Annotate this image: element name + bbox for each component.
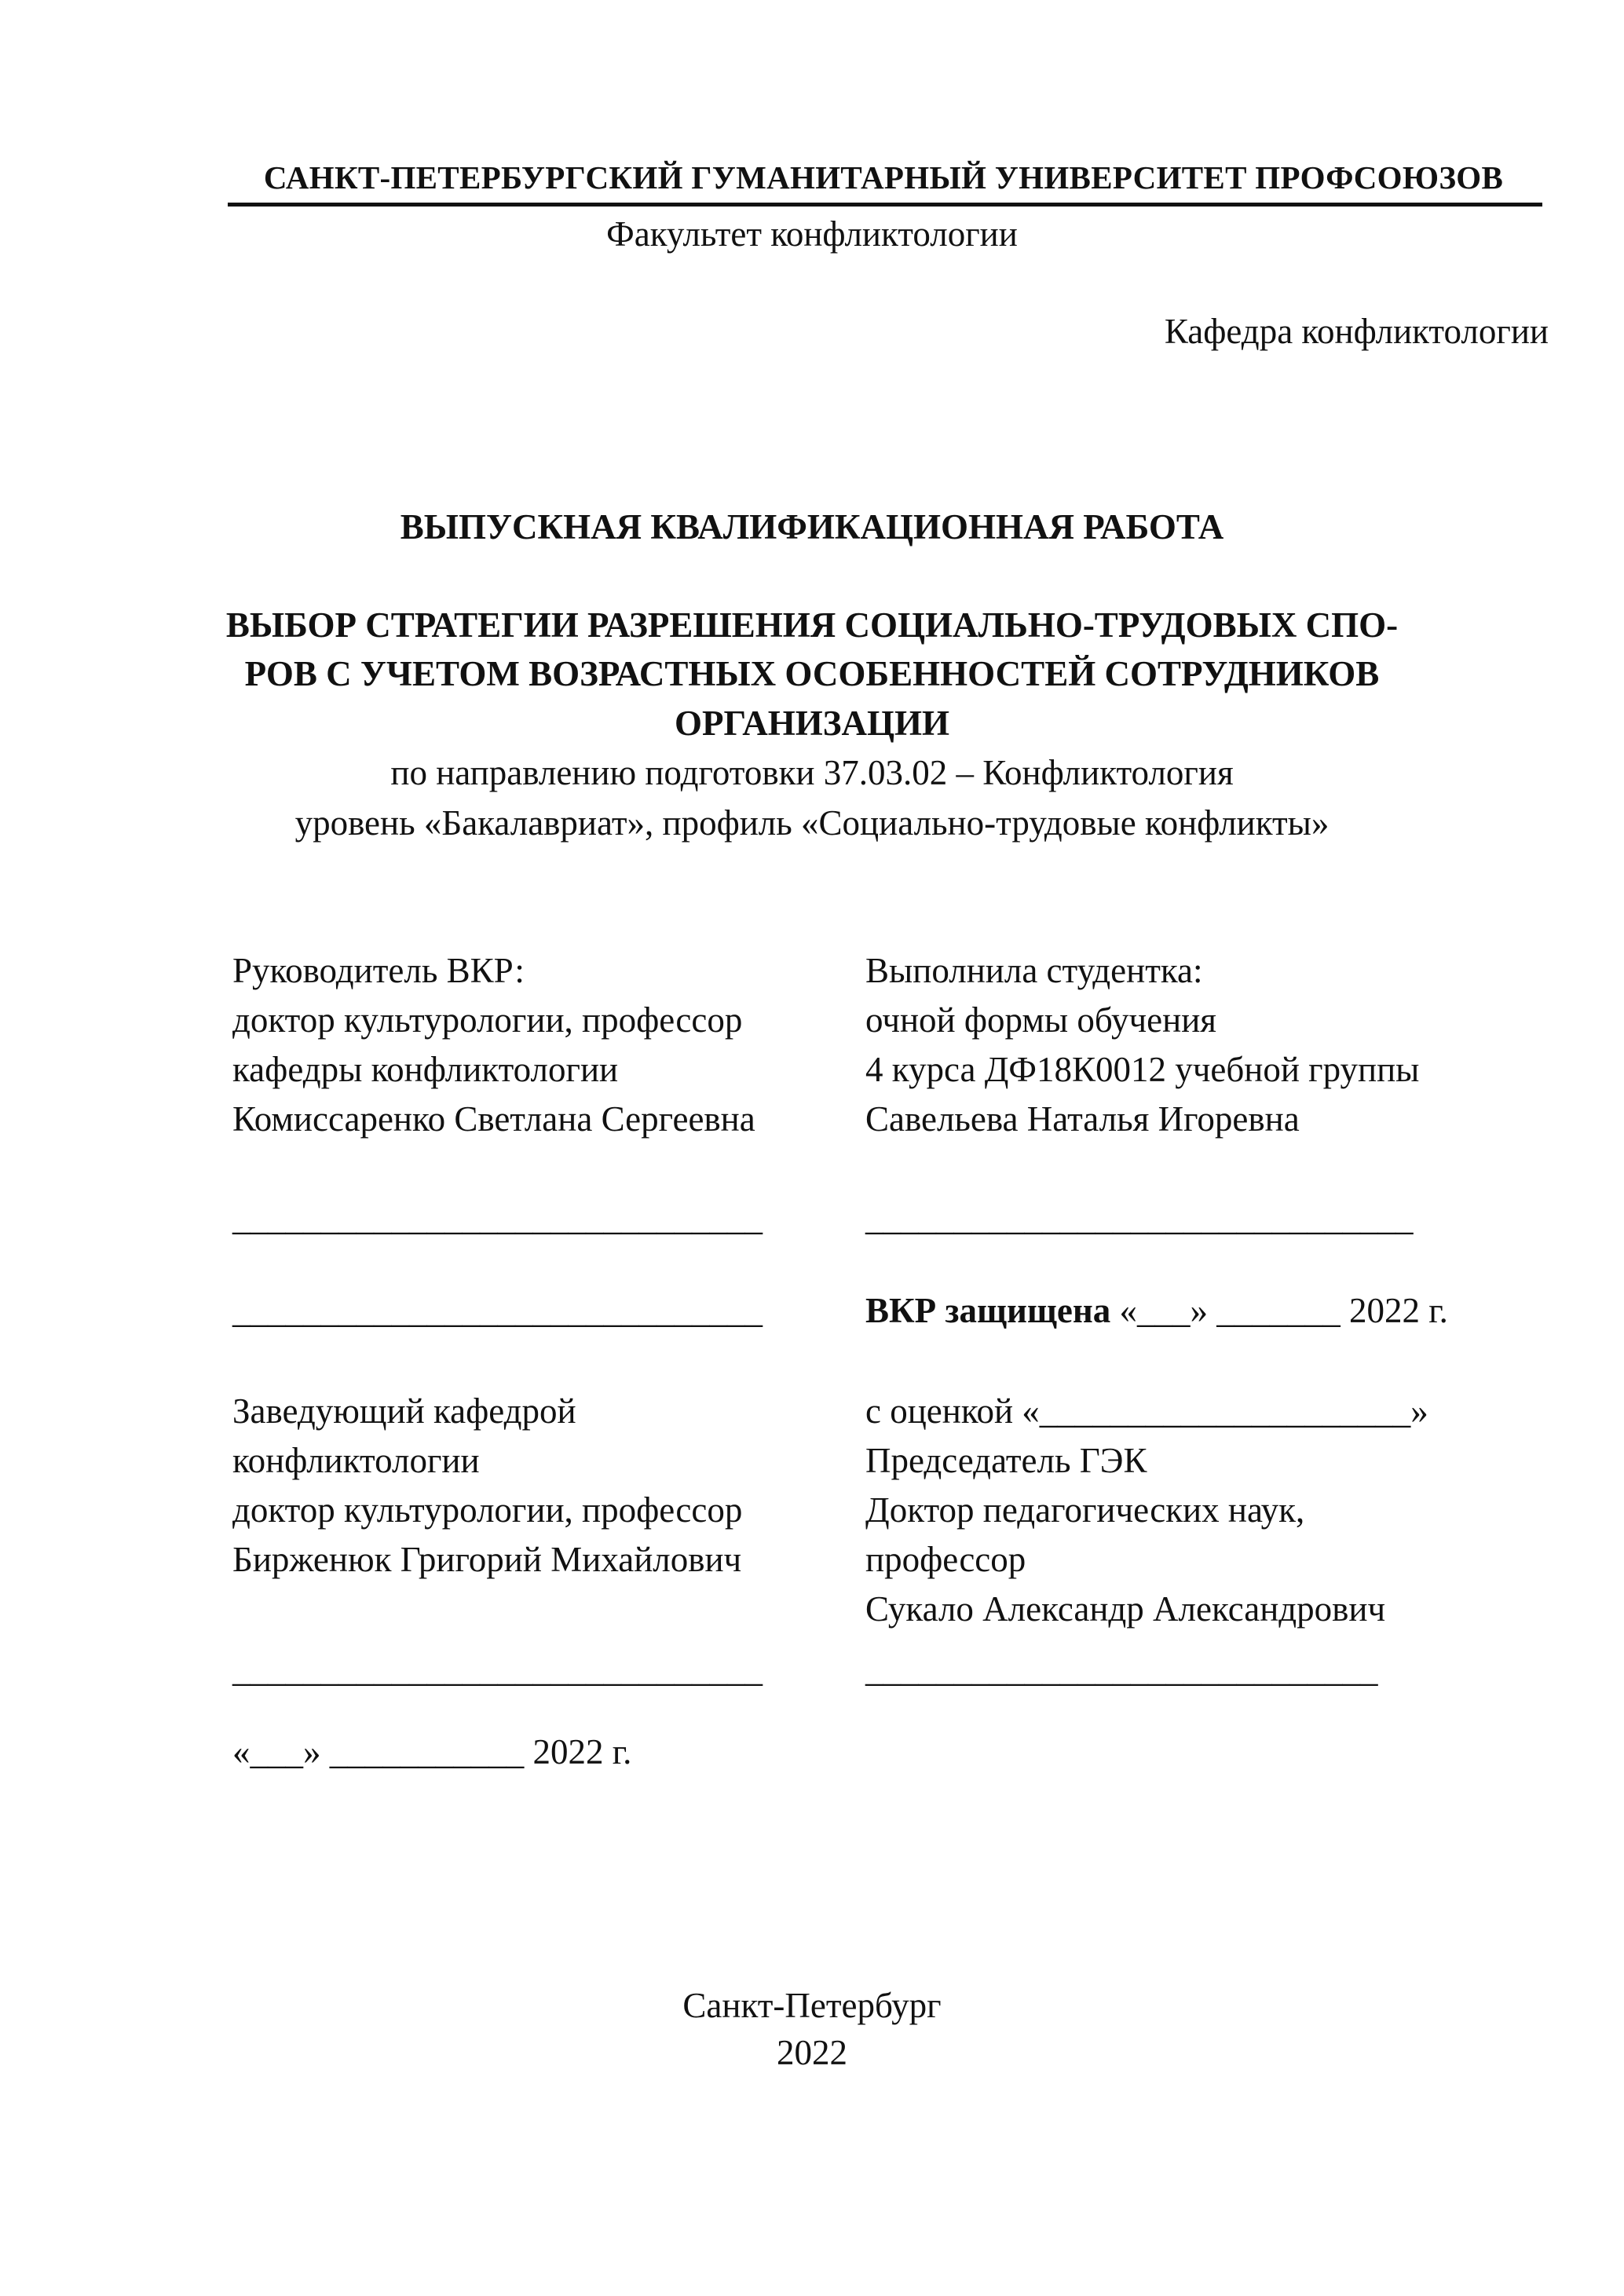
defense-label: ВКР защищена	[865, 1291, 1111, 1330]
chair-name: Сукало Александр Александрович	[865, 1589, 1386, 1629]
supervisor-name: Комиссаренко Светлана Сергеевна	[232, 1099, 755, 1139]
chair-signature-line: _____________________________	[865, 1650, 1378, 1689]
student-signature-line: _______________________________	[865, 1198, 1414, 1238]
work-title-line-3: ОРГАНИЗАЦИИ	[675, 704, 949, 743]
chair-title: профессор	[865, 1540, 1026, 1579]
head-of-department-block	[232, 1387, 742, 1585]
grade-line: с оценкой «_____________________»	[865, 1391, 1428, 1431]
student-block	[865, 946, 1419, 1144]
work-title-line-1: ВЫБОР СТРАТЕГИИ РАЗРЕШЕНИЯ СОЦИАЛЬНО-ТРУДОВЫХ СПО-	[225, 605, 1399, 645]
footer-city: Санкт-Петербург	[682, 1986, 942, 2025]
header-rule	[228, 203, 1542, 207]
defense-date: «___» _______ 2022 г.	[1110, 1291, 1448, 1330]
supervisor-department: кафедры конфликтологии	[232, 1050, 619, 1089]
university-name: САНКТ-ПЕТЕРБУРГСКИЙ ГУМАНИТАРНЫЙ УНИВЕРСИТЕТ ПРОФСОЮЗОВ	[263, 159, 1504, 196]
commission-chair-block	[865, 1387, 1428, 1634]
footer-year: 2022	[777, 2033, 847, 2072]
blank-signature-line: ______________________________	[232, 1291, 763, 1330]
supervisor-label: Руководитель ВКР:	[232, 951, 525, 990]
supervisor-signature-line: ______________________________	[232, 1198, 763, 1238]
chair-degree: Доктор педагогических наук,	[865, 1490, 1305, 1530]
student-label: Выполнила студентка:	[865, 951, 1203, 990]
student-group: 4 курса ДФ18К0012 учебной группы	[865, 1050, 1420, 1089]
supervisor-block	[232, 946, 755, 1144]
student-study-form: очной формы обучения	[865, 1000, 1216, 1040]
head-label: Заведующий кафедрой	[232, 1391, 576, 1431]
chair-label: Председатель ГЭК	[865, 1441, 1147, 1480]
head-signature-line: ______________________________	[232, 1650, 763, 1689]
work-title-line-2: РОВ С УЧЕТОМ ВОЗРАСТНЫХ ОСОБЕННОСТЕЙ СОТРУДНИКОВ	[244, 654, 1380, 693]
study-direction: по направлению подготовки 37.03.02 – Конфликтология	[390, 753, 1234, 792]
defense-status	[865, 1290, 1448, 1331]
date-line: «___» ___________ 2022 г.	[232, 1732, 632, 1771]
head-department: конфликтологии	[232, 1441, 480, 1480]
supervisor-degree: доктор культурологии, профессор	[232, 1000, 743, 1040]
head-name: Бирженюк Григорий Михайлович	[232, 1540, 742, 1579]
work-type: ВЫПУСКНАЯ КВАЛИФИКАЦИОННАЯ РАБОТА	[400, 507, 1224, 547]
student-name: Савельева Наталья Игоревна	[865, 1099, 1300, 1139]
department-name: Кафедра конфликтологии	[1164, 312, 1549, 351]
faculty-name: Факультет конфликтологии	[606, 214, 1018, 254]
study-level-profile: уровень «Бакалавриат», профиль «Социально-трудовые конфликты»	[294, 803, 1330, 843]
head-degree: доктор культурологии, профессор	[232, 1490, 743, 1530]
